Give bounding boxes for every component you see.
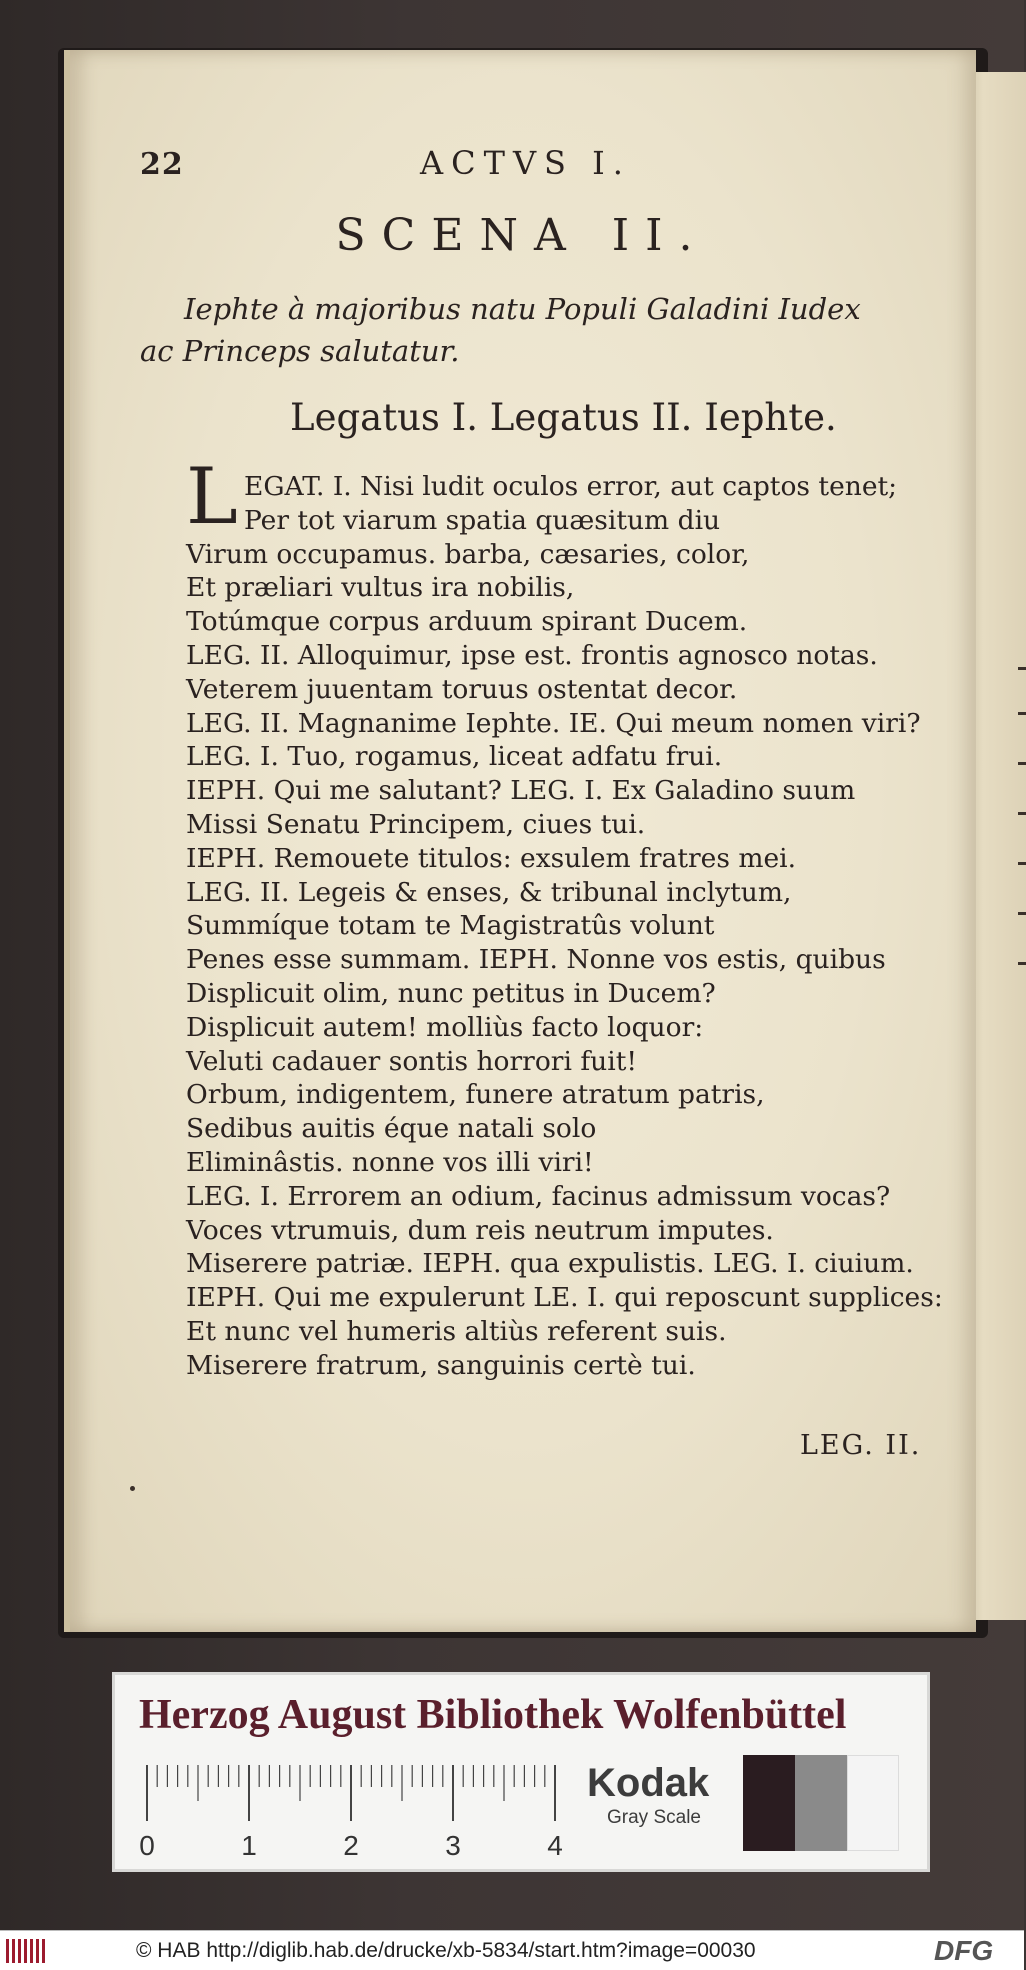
color-calibration-card	[112, 1672, 930, 1872]
argument-line-2: ac Princeps salutatur.	[140, 334, 460, 368]
verse-line: IEPH. Remouete titulos: exsulem fratres mei.	[186, 842, 797, 874]
viewer-footer	[0, 1930, 1024, 1970]
verse-line: Displicuit autem! molliùs facto loquor:	[186, 1011, 704, 1043]
verse-line: LEG. II. Alloquimur, ipse est. frontis agnosco notas.	[186, 639, 878, 671]
dramatis-personae: Legatus I. Legatus II. Iephte.	[290, 396, 837, 439]
scale-ruler	[141, 1761, 566, 1865]
verse-line: Totúmque corpus arduum spirant Ducem.	[186, 606, 748, 638]
scene-title: SCENA II.	[335, 210, 709, 261]
verse-line: Miserere fratrum, sanguinis certè tui.	[186, 1349, 696, 1381]
verse-line: EGAT. I. Nisi ludit oculos error, aut captos tenet;	[244, 471, 898, 502]
verse-line: Missi Senatu Principem, ciues tui.	[186, 808, 646, 840]
hab-logo-icon	[6, 1939, 48, 1963]
verse-line: Summíque totam te Magistratûs volunt	[186, 910, 715, 942]
swatch-mid	[795, 1755, 847, 1851]
verse-line: IEPH. Qui me expulerunt LE. I. qui reposcunt supplices:	[186, 1282, 943, 1314]
verse-line: Eliminâstis. nonne vos illi viri!	[186, 1146, 594, 1178]
swatch-dark	[743, 1755, 795, 1851]
verse-line: LEG. II. Magnanime Iephte. IE. Qui meum nomen viri?	[186, 707, 921, 739]
verse-line: LEG. I. Errorem an odium, facinus admissum vocas?	[186, 1180, 891, 1212]
verse-line: Miserere patriæ. IEPH. qua expulistis. LEG. I. ciuium.	[186, 1248, 914, 1280]
verse-line: Veluti cadauer sontis horrori fuit!	[186, 1045, 638, 1077]
verse-line: Et nunc vel humeris altiùs referent suis.	[186, 1315, 727, 1347]
ruler-label: 0	[139, 1830, 155, 1861]
page-number: 22	[140, 147, 184, 182]
library-name: Herzog August Bibliothek Wolfenbüttel	[139, 1692, 847, 1738]
ruler-label: 4	[547, 1830, 563, 1861]
ink-spot	[130, 1486, 135, 1491]
verse-text	[186, 470, 966, 1383]
gray-scale-label: Gray Scale	[607, 1807, 701, 1828]
drop-capital: L	[186, 452, 238, 542]
ruler-label: 2	[343, 1830, 359, 1861]
ruler-graphic	[141, 1761, 566, 1865]
verse-line: Virum occupamus. barba, cæsaries, color,	[186, 538, 750, 570]
verse-line: LEG. II. Legeis & enses, & tribunal inclytum,	[186, 876, 792, 908]
verse-line: Orbum, indigentem, funere atratum patris,	[186, 1079, 765, 1111]
verse-line: Sedibus auitis éque natali solo	[186, 1113, 597, 1145]
verse-line: Voces vtrumuis, dum reis neutrum imputes.	[186, 1214, 774, 1246]
ruler-label: 3	[445, 1830, 461, 1861]
source-link[interactable]: © HAB http://diglib.hab.de/drucke/xb-5834/start.htm?image=00030	[136, 1939, 756, 1962]
dfg-logo: DFG	[934, 1935, 994, 1966]
verse-line: Per tot viarum spatia quæsitum diu	[244, 504, 721, 536]
scene-argument	[140, 288, 954, 372]
verse-line: Displicuit olim, nunc petitus in Ducem?	[186, 977, 716, 1009]
verse-line: Veterem juuentam toruus ostentat decor.	[186, 673, 738, 705]
verse-line: Et præliari vultus ira nobilis,	[186, 572, 575, 604]
kodak-logo: Kodak	[587, 1761, 710, 1805]
verse-line: LEG. I. Tuo, rogamus, liceat adfatu frui.	[186, 741, 723, 773]
verse-line: IEPH. Qui me salutant? LEG. I. Ex Galadino suum	[186, 775, 856, 807]
argument-line-1: Iephte à majoribus natu Populi Galadini Iudex	[184, 292, 861, 326]
running-head: ACTVS I.	[420, 144, 631, 182]
swatch-light	[847, 1755, 899, 1851]
catchword: LEG. II.	[800, 1430, 922, 1461]
verse-line: Penes esse summam. IEPH. Nonne vos estis, quibus	[186, 944, 886, 976]
ruler-label: 1	[241, 1830, 257, 1861]
